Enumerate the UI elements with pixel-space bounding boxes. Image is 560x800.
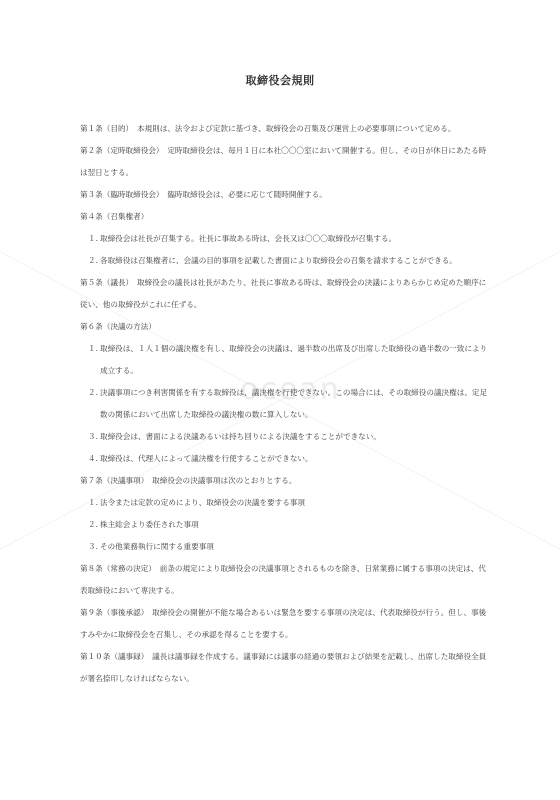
article-heading: 第８条（常務の決定） [80, 564, 153, 573]
article [80, 206, 492, 228]
item-number: １. [88, 498, 99, 507]
article-item [80, 426, 492, 448]
article [80, 470, 492, 492]
article [80, 140, 492, 184]
item-number: ３. [88, 542, 99, 551]
article-heading: 第１条（目的） [80, 124, 130, 133]
item-text: 法令または定款の定めにより、取締役会の決議を要する事項 [100, 498, 306, 507]
article-heading: 第７条（決議事項） [80, 476, 145, 485]
item-number: ２. [88, 388, 99, 397]
article-heading: 第９条（事後承認） [80, 608, 145, 617]
article-item [80, 514, 492, 536]
article-item [80, 448, 492, 470]
document-body [80, 118, 492, 690]
article [80, 558, 492, 602]
item-number: １. [88, 234, 99, 243]
item-text: 決議事項につき利害関係を有する取締役は、議決権を行使できない。この場合には、その取締役の議決権は、定足数の関係において出席した取締役の議決権の数に算入しない。 [100, 388, 488, 419]
article-item [80, 338, 492, 382]
item-number: ２. [88, 256, 99, 265]
article-heading: 第２条（定時取締役会） [80, 146, 160, 155]
article [80, 602, 492, 646]
article-text: 臨時取締役会は、必要に応じて随時開催する。 [167, 190, 327, 199]
item-number: ３. [88, 432, 99, 441]
item-text: 取締役会は、書面による決議あるいは持ち回りによる決議をすることができない。 [100, 432, 381, 441]
article-item [80, 382, 492, 426]
document-title: 取締役会規則 [245, 74, 315, 87]
article-text: 取締役会の議長は社長があたり、社長に事故ある時は、取締役会の決議によりあらかじめ定めた順序に従い、他の取締役がこれに任ずる。 [80, 278, 487, 309]
article [80, 316, 492, 338]
article-item [80, 536, 492, 558]
article-text: 議長は議事録を作成する。議事録には議事の経過の要領および結果を記載し、出席した取締役全員が署名捺印しなければならない。 [80, 652, 487, 683]
article [80, 272, 492, 316]
article-text: 本規則は、法令および定款に基づき、取締役会の召集及び運営上の必要事項について定める。 [136, 124, 456, 133]
article-heading: 第１０条（議事録） [80, 652, 145, 661]
article [80, 184, 492, 206]
item-number: ２. [88, 520, 99, 529]
item-text: 取締役会は社長が召集する。社長に事故ある時は、会長又は〇〇〇取締役が召集する。 [100, 234, 397, 243]
article-text: 定時取締役会は、毎月１日に本社〇〇〇室において開催する。但し、その日が休日にあたる時は翌日とする。 [80, 146, 487, 177]
article [80, 118, 492, 140]
item-text: 取締役は、代理人によって議決権を行使することができない。 [100, 454, 313, 463]
item-text: 株主総会より委任された事項 [100, 520, 199, 529]
item-number: ４. [88, 454, 99, 463]
article-item [80, 492, 492, 514]
item-text: その他業務執行に関する重要事項 [100, 542, 214, 551]
article [80, 646, 492, 690]
item-text: 各取締役は召集権者に、会議の目的事項を記載した書面により取締役会の召集を請求することができる。 [100, 256, 457, 265]
article-heading: 第６条（決議の方法） [80, 322, 156, 331]
article-heading: 第５条（議長） [80, 278, 130, 287]
article-text: 取締役会の開催が不能な場合あるいは緊急を要する事項の決定は、代表取締役が行う。但し、事後すみやかに取締役会を召集し、その承認を得ることを要する。 [80, 608, 487, 639]
article-heading: 第３条（臨時取締役会） [80, 190, 160, 199]
article-text: 前条の規定により取締役会の決議事項とされるものを除き、日常業務に属する事項の決定は、代表取締役において専決する。 [80, 564, 486, 595]
article-item [80, 250, 492, 272]
article-text: 取締役会の決議事項は次のとおりとする。 [152, 476, 297, 485]
item-text: 取締役は、１人１個の議決権を有し、取締役会の決議は、過半数の出席及び出席した取締役の過半数の一致により成立する。 [100, 344, 488, 375]
article-heading: 第４条（召集権者） [80, 212, 149, 221]
item-number: １. [88, 344, 99, 353]
watermark: ocean [240, 372, 341, 407]
article-item [80, 228, 492, 250]
